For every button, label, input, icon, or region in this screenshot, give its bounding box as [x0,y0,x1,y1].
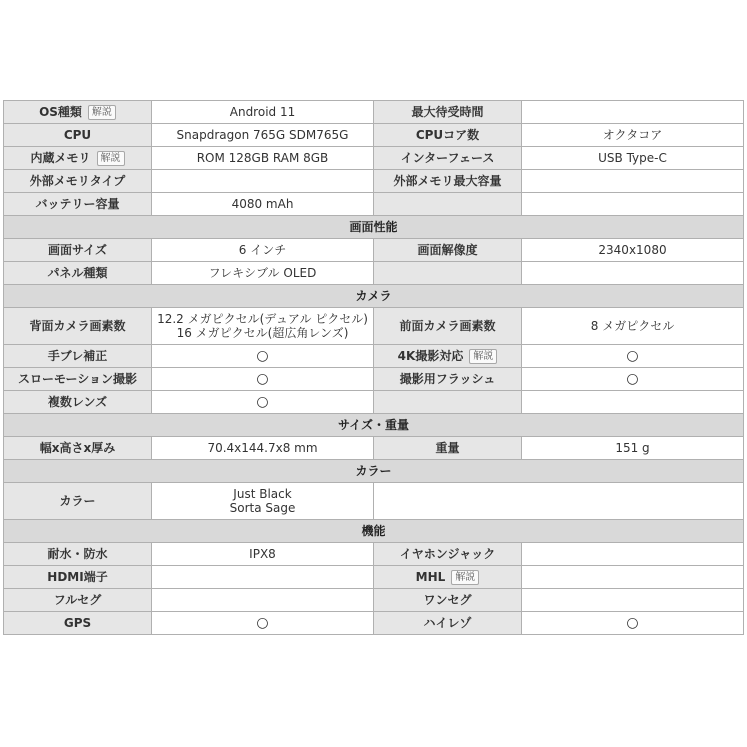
spec-label: 幅x高さx厚み [4,437,152,460]
spec-value: フレキシブル OLED [152,262,374,285]
spec-label: スローモーション撮影 [4,368,152,391]
table-row [4,483,744,520]
section-title-features: 機能 [4,520,744,543]
spec-value: Snapdragon 765G SDM765G [152,124,374,147]
color-option: Sorta Sage [229,501,296,515]
spec-value [152,308,374,345]
spec-value [522,193,744,216]
spec-label: GPS [4,612,152,635]
rear-camera-line: 16 メガピクセル(超広角レンズ) [176,326,349,340]
spec-table [3,100,744,635]
spec-label: イヤホンジャック [374,543,522,566]
table-row [4,437,744,460]
section-title-color: カラー [4,460,744,483]
explain-badge[interactable]: 解説 [469,349,497,364]
table-row [4,262,744,285]
spec-value: ○ [522,345,744,368]
table-row [4,170,744,193]
spec-label: 撮影用フラッシュ [374,368,522,391]
spec-label: 手ブレ補正 [4,345,152,368]
spec-label: 外部メモリタイプ [4,170,152,193]
section-header-row [4,520,744,543]
spec-value: IPX8 [152,543,374,566]
spec-label: フルセグ [4,589,152,612]
section-header-row [4,216,744,239]
spec-label: 複数レンズ [4,391,152,414]
spec-label: OS種類 解説 [4,101,152,124]
spec-label: ワンセグ [374,589,522,612]
spec-value: ○ [152,612,374,635]
spec-label: 画面サイズ [4,239,152,262]
spec-label: 外部メモリ最大容量 [374,170,522,193]
rear-camera-line: 12.2 メガピクセル(デュアル ピクセル) [157,312,368,326]
spec-label: 内蔵メモリ 解説 [4,147,152,170]
table-row [4,345,744,368]
spec-label [374,391,522,414]
spec-value [522,262,744,285]
spec-value [522,566,744,589]
spec-value: ○ [522,612,744,635]
table-row [4,124,744,147]
spec-label: 画面解像度 [374,239,522,262]
spec-label: MHL 解説 [374,566,522,589]
spec-value [152,483,374,520]
spec-value: ○ [522,368,744,391]
section-header-row [4,414,744,437]
spec-label: 重量 [374,437,522,460]
spec-value: オクタコア [522,124,744,147]
explain-badge[interactable]: 解説 [88,105,116,120]
spec-label: 4K撮影対応 解説 [374,345,522,368]
table-row [4,239,744,262]
spec-value: ○ [152,368,374,391]
color-option: Just Black [233,487,292,501]
spec-label: 最大待受時間 [374,101,522,124]
spec-value: 6 インチ [152,239,374,262]
explain-badge[interactable]: 解説 [97,151,125,166]
spec-label [374,262,522,285]
section-header-row [4,285,744,308]
spec-value: 8 メガピクセル [522,308,744,345]
table-row [4,589,744,612]
spec-value [152,566,374,589]
spec-label [374,193,522,216]
table-row [4,193,744,216]
spec-label: 前面カメラ画素数 [374,308,522,345]
table-row [4,101,744,124]
table-row [4,543,744,566]
spec-value: ○ [152,391,374,414]
spec-label: CPUコア数 [374,124,522,147]
spec-value: ○ [152,345,374,368]
spec-value [152,589,374,612]
spec-label: インターフェース [374,147,522,170]
table-row [4,612,744,635]
spec-value: 4080 mAh [152,193,374,216]
spec-value: 2340x1080 [522,239,744,262]
section-header-row [4,460,744,483]
section-title-size: サイズ・重量 [4,414,744,437]
spec-label: 背面カメラ画素数 [4,308,152,345]
spec-value: USB Type-C [522,147,744,170]
spec-label: ハイレゾ [374,612,522,635]
table-row [4,308,744,345]
spec-label: HDMI端子 [4,566,152,589]
spec-value [522,170,744,193]
spec-value [522,101,744,124]
spec-label: パネル種類 [4,262,152,285]
spec-value: ROM 128GB RAM 8GB [152,147,374,170]
section-title-display: 画面性能 [4,216,744,239]
explain-badge[interactable]: 解説 [451,570,479,585]
table-row [4,566,744,589]
spec-value: Android 11 [152,101,374,124]
spec-value [152,170,374,193]
spec-label: 耐水・防水 [4,543,152,566]
table-row [4,147,744,170]
table-row [4,368,744,391]
spec-value: 70.4x144.7x8 mm [152,437,374,460]
spec-value [522,589,744,612]
table-row [4,391,744,414]
spec-value [374,483,744,520]
spec-value [522,543,744,566]
section-title-camera: カメラ [4,285,744,308]
spec-label: カラー [4,483,152,520]
spec-label: バッテリー容量 [4,193,152,216]
spec-label: CPU [4,124,152,147]
spec-value: 151 g [522,437,744,460]
spec-value [522,391,744,414]
